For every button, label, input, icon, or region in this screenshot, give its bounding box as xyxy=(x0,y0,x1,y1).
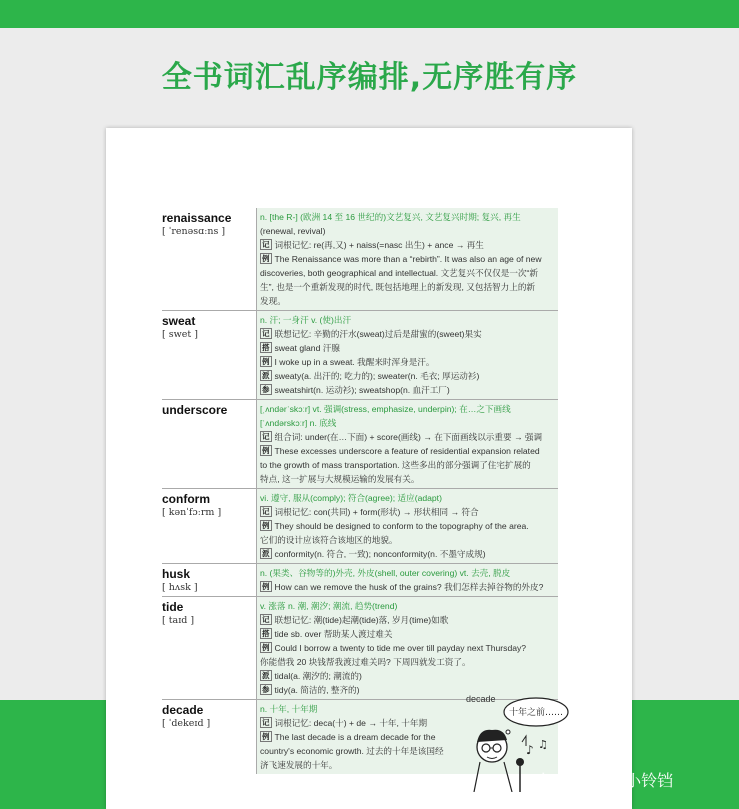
definition-line xyxy=(260,655,555,669)
phonetic: [ ˈrenəsɑːns ] xyxy=(162,226,226,237)
line-text: 词根记忆: re(再,又) + naiss(=nasc 出生) + ance → 再生 xyxy=(274,240,484,250)
line-tag: 记 xyxy=(262,718,270,727)
entry-body xyxy=(256,597,558,699)
line-tag: 参 xyxy=(262,385,270,394)
definition-line xyxy=(260,458,555,472)
line-text: tidal(a. 潮汐的; 潮流的) xyxy=(274,671,362,681)
definition-line xyxy=(260,369,555,383)
cartoon-caption: decade xyxy=(466,694,496,704)
definition-line xyxy=(260,547,555,561)
headword: renaissance xyxy=(162,211,232,225)
entry-head xyxy=(162,700,256,774)
line-text: 特点, 这一扩展与大规模运输的发展有关。 xyxy=(260,474,420,484)
definition-line xyxy=(260,472,555,486)
entry-head xyxy=(162,400,256,488)
line-text: 生”, 也是一个重新发现的时代, 既包括地理上的新发现, 又包括智力上的新 xyxy=(260,282,536,292)
line-text: [ˈʌndərskɔːr] n. 底线 xyxy=(260,418,337,428)
definition-line xyxy=(260,266,555,280)
line-text: country's economic growth. 过去的十年是该国经 xyxy=(260,746,444,756)
line-text: 联想记忆: 潮(tide)起潮(tide)落, 岁月(time)如歌 xyxy=(274,615,449,625)
entry-body xyxy=(256,489,558,563)
definition-line xyxy=(260,430,555,444)
music-note-icon: ♫ xyxy=(538,738,548,751)
line-tag: 派 xyxy=(262,671,270,680)
line-tag: 例 xyxy=(262,732,270,741)
line-text: (renewal, revival) xyxy=(260,226,326,236)
line-text: sweat gland 汗腺 xyxy=(274,343,340,353)
definition-line xyxy=(260,383,555,397)
entry-head xyxy=(162,489,256,563)
headword: underscore xyxy=(162,403,228,417)
headword: husk xyxy=(162,567,191,581)
line-text: tide sb. over 帮助某人渡过难关 xyxy=(274,629,393,639)
vocabulary-list xyxy=(162,208,558,774)
line-text: 发现。 xyxy=(260,296,286,306)
headline: 全书词汇乱序编排,无序胜有序 xyxy=(161,60,578,95)
line-tag: 派 xyxy=(262,549,270,558)
line-text: They should be designed to conform to the topography of the area. xyxy=(274,521,529,531)
line-text: v. 涨落 n. 潮, 潮汐; 潮流, 趋势(trend) xyxy=(260,601,398,611)
phonetic: [ kənˈfɔːrm ] xyxy=(162,507,222,518)
definition-line xyxy=(260,669,555,683)
line-text: Could I borrow a twenty to tide me over till payday next Thursday? xyxy=(274,643,527,653)
phonetic: [ taɪd ] xyxy=(162,615,195,626)
entry-conform xyxy=(162,488,558,563)
line-tag: 例 xyxy=(262,521,270,530)
line-tag: 记 xyxy=(262,432,270,441)
phonetic: [ hʌsk ] xyxy=(162,582,198,593)
definition-line xyxy=(260,294,555,308)
line-text: vi. 遵守, 服从(comply); 符合(agree); 适应(adapt) xyxy=(260,493,442,503)
line-text: 词根记忆: con(共同) + form(形状) → 形状相同 → 符合 xyxy=(274,507,479,517)
entry-head xyxy=(162,311,256,399)
line-tag: 记 xyxy=(262,240,270,249)
line-tag: 记 xyxy=(262,507,270,516)
entry-body xyxy=(256,311,558,399)
line-text: I woke up in a sweat. 我醒来时浑身是汗。 xyxy=(274,357,435,367)
entry-head xyxy=(162,208,256,310)
definition-line xyxy=(260,355,555,369)
entry-head xyxy=(162,564,256,596)
definition-line xyxy=(260,224,555,238)
definition-line xyxy=(260,327,555,341)
line-tag: 例 xyxy=(262,582,270,591)
line-tag: 例 xyxy=(262,643,270,652)
entry-head xyxy=(162,597,256,699)
line-text: The last decade is a dream decade for the xyxy=(274,732,436,742)
phonetic: [ swet ] xyxy=(162,329,198,340)
line-text: [ˌʌndərˈskɔːr] vt. 强调(stress, emphasize, underpin); 在…之下画线 xyxy=(260,404,511,414)
line-tag: 例 xyxy=(262,254,270,263)
line-tag: 记 xyxy=(262,329,270,338)
line-tag: 参 xyxy=(262,685,270,694)
definition-line xyxy=(260,533,555,547)
line-text: n. 汗; 一身汗 v. (使)出汗 xyxy=(260,315,352,325)
line-text: 词根记忆: deca(十) + de → 十年, 十年期 xyxy=(274,718,428,728)
line-text: sweaty(a. 出汗的; 吃力的); sweater(n. 毛衣; 厚运动衫) xyxy=(274,371,480,381)
line-text: 济飞速发展的十年。 xyxy=(260,760,338,770)
line-text: How can we remove the husk of the grains? 我们怎样去掉谷物的外皮? xyxy=(274,582,544,592)
definition-line xyxy=(260,566,555,580)
definition-line xyxy=(260,641,555,655)
line-text: sweatshirt(n. 运动衫); sweatshop(n. 血汗工厂) xyxy=(274,385,450,395)
definition-line xyxy=(260,519,555,533)
line-tag: 记 xyxy=(262,615,270,624)
definition-line xyxy=(260,444,555,458)
definition-line xyxy=(260,416,555,430)
definition-line xyxy=(260,341,555,355)
headword: conform xyxy=(162,492,210,506)
line-text: n. [the R-] (欧洲 14 至 16 世纪的)文艺复兴, 文艺复兴时期; 复兴, 再生 xyxy=(260,212,521,222)
definition-line xyxy=(260,280,555,294)
definition-line xyxy=(260,580,555,594)
top-green-bar xyxy=(0,0,739,28)
music-note-icon: ♪ xyxy=(526,743,534,757)
line-text: 它们的设计应该符合该地区的地貌。 xyxy=(260,535,398,545)
entry-renaissance xyxy=(162,208,558,310)
headword: tide xyxy=(162,600,184,614)
definition-line xyxy=(260,505,555,519)
headword: decade xyxy=(162,703,204,717)
definition-line xyxy=(260,313,555,327)
line-tag: 例 xyxy=(262,357,270,366)
definition-line xyxy=(260,238,555,252)
line-tag: 例 xyxy=(262,446,270,455)
line-text: 你能借我 20 块钱帮我渡过难关吗? 下周四就发工资了。 xyxy=(260,657,471,667)
speech-bubble-text: 十年之前…… xyxy=(508,708,564,718)
line-text: to the growth of mass transportation. 这些多出的部分强调了住宅扩展的 xyxy=(260,460,531,470)
watermark: 知乎 @爱美小铃铛 xyxy=(540,771,674,790)
definition-line xyxy=(260,402,555,416)
line-text: n. 十年, 十年期 xyxy=(260,704,318,714)
entry-sweat xyxy=(162,310,558,399)
definition-line xyxy=(260,491,555,505)
entry-tide xyxy=(162,596,558,699)
definition-line xyxy=(260,627,555,641)
line-text: discoveries, both geographical and intellectual. 文艺复兴不仅仅是一次“新 xyxy=(260,268,538,278)
line-text: 组合词: under(在…下面) + score(画线) → 在下面画线以示重要 → 强调 xyxy=(274,432,543,442)
line-text: 联想记忆: 辛勤的汗水(sweat)过后是甜蜜的(sweet)果实 xyxy=(274,329,482,339)
phonetic: [ ˈdekeɪd ] xyxy=(162,718,211,729)
line-text: conformity(n. 符合, 一致); nonconformity(n. 不墨守成规) xyxy=(274,549,486,559)
entry-husk xyxy=(162,563,558,596)
definition-line xyxy=(260,613,555,627)
definition-line xyxy=(260,210,555,224)
entry-body xyxy=(256,564,558,596)
entry-body xyxy=(256,208,558,310)
line-text: These excesses underscore a feature of residential expansion related xyxy=(274,446,540,456)
entry-body xyxy=(256,400,558,488)
headword: sweat xyxy=(162,314,196,328)
line-text: The Renaissance was more than a “rebirth”. It was also an age of new xyxy=(274,254,542,264)
definition-line xyxy=(260,599,555,613)
line-tag: 派 xyxy=(262,371,270,380)
line-tag: 搭 xyxy=(262,343,270,352)
line-text: n. (果类、谷物等的)外壳, 外皮(shell, outer covering) vt. 去壳, 脱皮 xyxy=(260,568,511,578)
line-text: tidy(a. 简洁的, 整齐的) xyxy=(274,685,360,695)
entry-underscore xyxy=(162,399,558,488)
definition-line xyxy=(260,252,555,266)
line-tag: 搭 xyxy=(262,629,270,638)
